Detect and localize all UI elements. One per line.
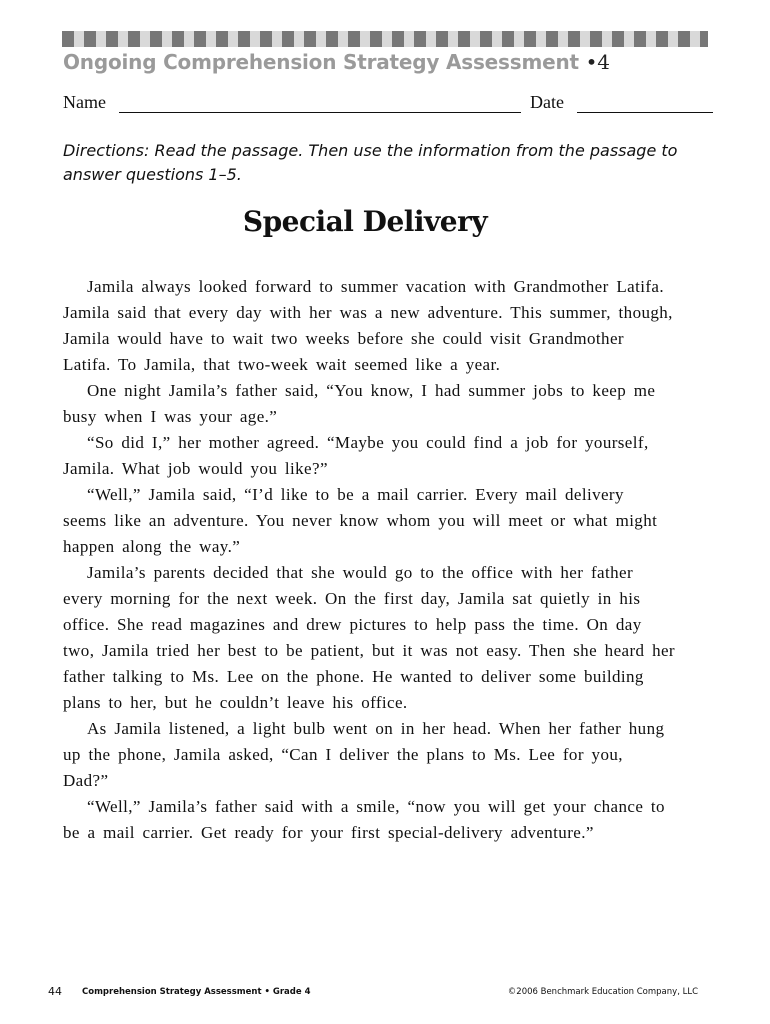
date-label: Date [530,92,564,112]
header-dash-bar [62,31,708,47]
page-number: 44 [48,985,62,998]
paragraph: “Well,” Jamila’s father said with a smile, “now you will get your chance to be a mail carrier. Get ready for your first special-delivery adventure.” [63,797,665,842]
paragraph: Jamila always looked forward to summer vacation with Grandmother Latifa. Jamila said that every day with her was a new adventure. This summer, though, Jamila would have to wait two weeks before she could visit Grandmother Latifa. To Jamila, that two-week wait seemed like a year. [63,277,673,374]
paragraph: One night Jamila’s father said, “You know, I had summer jobs to keep me busy when I was your age.” [63,381,656,426]
copyright-notice: ©2006 Benchmark Education Company, LLC [507,987,698,997]
story-passage [63,274,675,846]
paragraph: “So did I,” her mother agreed. “Maybe you could find a job for yourself, Jamila. What job would you like?” [63,433,649,478]
paragraph: As Jamila listened, a light bulb went on in her head. When her father hung up the phone, Jamila asked, “Can I deliver the plans to Ms. Lee for you, Dad?” [63,719,665,790]
page-footer [48,985,698,1005]
paragraph: “Well,” Jamila said, “I’d like to be a mail carrier. Every mail delivery seems like an adventure. You never know whom you will meet or what might happen along the way.” [63,485,658,556]
paragraph: Jamila’s parents decided that she would go to the office with her father every morning for the next week. On the first day, Jamila sat quietly in his office. She read magazines and drew pictures to help pass the time. On day two, Jamila tried her best to be patient, but it was not easy. Then she heard her father talking to Ms. Lee on the phone. He wanted to deliver some building plans to her, but he couldn’t leave his office. [63,563,675,712]
name-label: Name [63,92,106,112]
assessment-header [63,50,723,80]
assessment-title: Ongoing Comprehension Strategy Assessment [63,50,579,74]
series-label: Comprehension Strategy Assessment • Grade 4 [82,987,311,997]
name-field[interactable] [119,112,521,113]
date-field[interactable] [577,112,713,113]
assessment-number: •4 [585,50,610,74]
directions-text: Directions: Read the passage. Then use the information from the passage to answer questions 1–5. [63,141,678,184]
story-title: Special Delivery [242,205,488,238]
name-date-row [63,92,715,116]
